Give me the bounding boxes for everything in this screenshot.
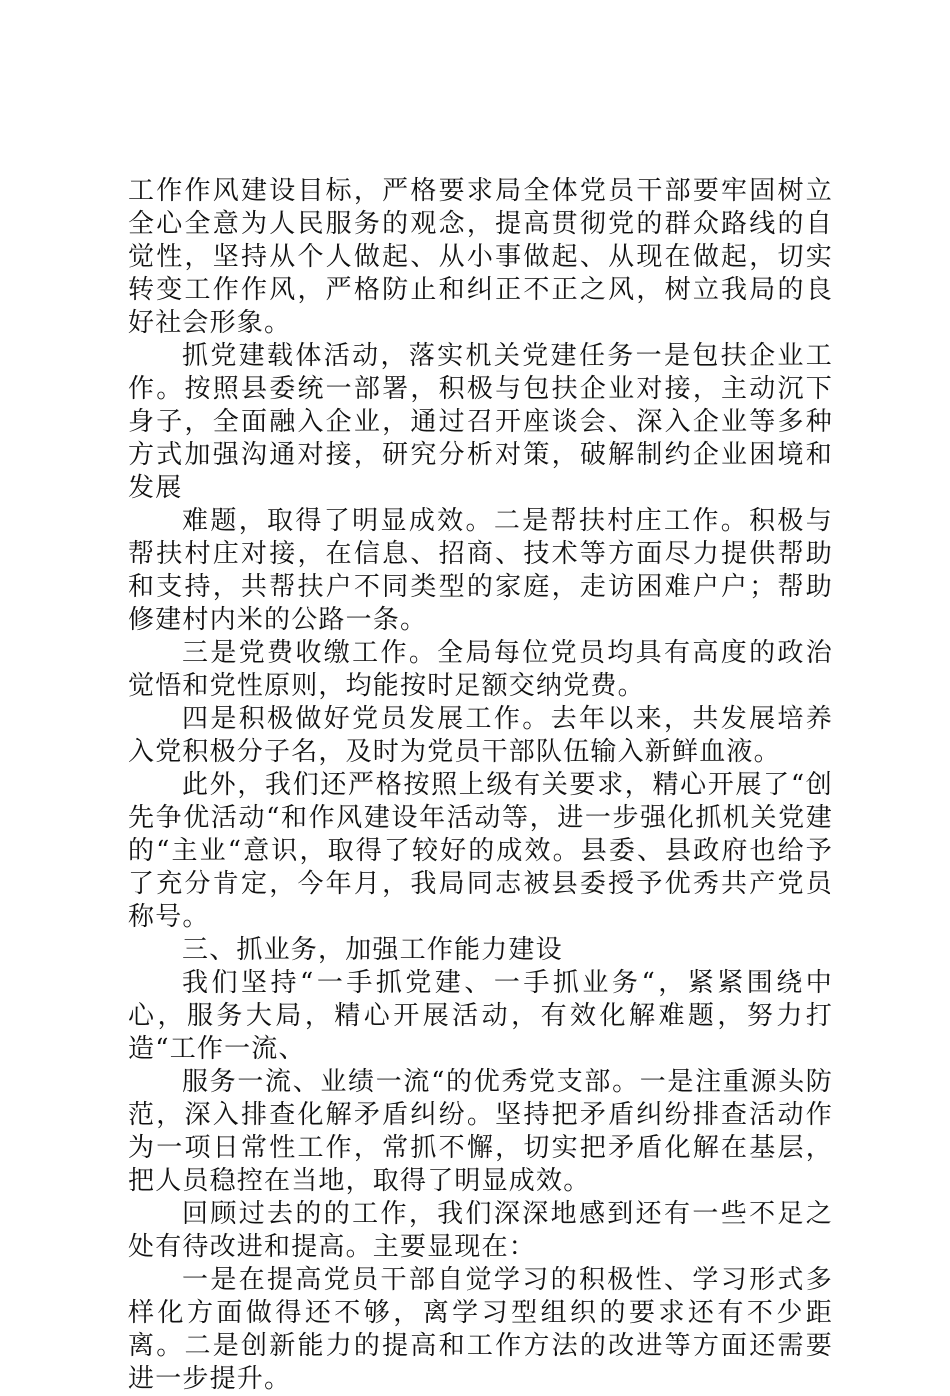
- paragraph-conflict-resolution: 服务一流、业绩一流“的优秀党支部。一是注重源头防范，深入排查化解矛盾纠纷。坚持把矛盾纠纷排查活动作为一项日常性工作，常抓不懈，切实把矛盾化解在基层，把人员稳控在当地，取得了明显成效。: [128, 1067, 833, 1196]
- paragraph-party-building-activities: 抓党建载体活动，落实机关党建任务一是包扶企业工作。按照县委统一部署，积极与包扶企业对接，主动沉下身子，全面融入企业，通过召开座谈会、深入企业等多种方式加强沟通对接，研究分析对策，破解制约企业困境和发展: [128, 341, 833, 503]
- paragraph-additional-activities: 此外，我们还严格按照上级有关要求，精心开展了“创先争优活动“和作风建设年活动等，进一步强化抓机关党建的“主业“意识，取得了较好的成效。县委、县政府也给予了充分肯定，今年月，我局同志被县委授予优秀共产党员称号。: [128, 770, 833, 932]
- paragraph-work-style-goal: 工作作风建设目标，严格要求局全体党员干部要牢固树立全心全意为人民服务的观念，提高贯彻党的群众路线的自觉性，坚持从个人做起、从小事做起、从现在做起，切实转变工作作风，严格防止和纠正不正之风，树立我局的良好社会形象。: [128, 176, 833, 338]
- paragraph-member-development: 四是积极做好党员发展工作。去年以来，共发展培养入党积极分子名，及时为党员干部队伍输入新鲜血液。: [128, 704, 833, 767]
- document-body: [128, 175, 833, 1396]
- paragraph-improvement-areas: 一是在提高党员干部自觉学习的积极性、学习形式多样化方面做得还不够，离学习型组织的要求还有不少距离。二是创新能力的提高和工作方法的改进等方面还需要进一步提升。: [128, 1265, 833, 1394]
- paragraph-party-dues: 三是党费收缴工作。全局每位党员均具有高度的政治觉悟和党性原则，均能按时足额交纳党费。: [128, 638, 833, 701]
- paragraph-review-shortcomings: 回顾过去的的工作，我们深深地感到还有一些不足之处有待改进和提高。主要显现在：: [128, 1199, 833, 1262]
- paragraph-business-commitment: 我们坚持“一手抓党建、一手抓业务“，紧紧围绕中心，服务大局，精心开展活动，有效化解难题，努力打造“工作一流、: [128, 968, 833, 1064]
- section-heading-business: 三、抓业务，加强工作能力建设: [182, 935, 563, 965]
- paragraph-village-assistance: 难题，取得了明显成效。二是帮扶村庄工作。积极与帮扶村庄对接，在信息、招商、技术等方面尽力提供帮助和支持，共帮扶户不同类型的家庭，走访困难户户；帮助修建村内米的公路一条。: [128, 506, 833, 635]
